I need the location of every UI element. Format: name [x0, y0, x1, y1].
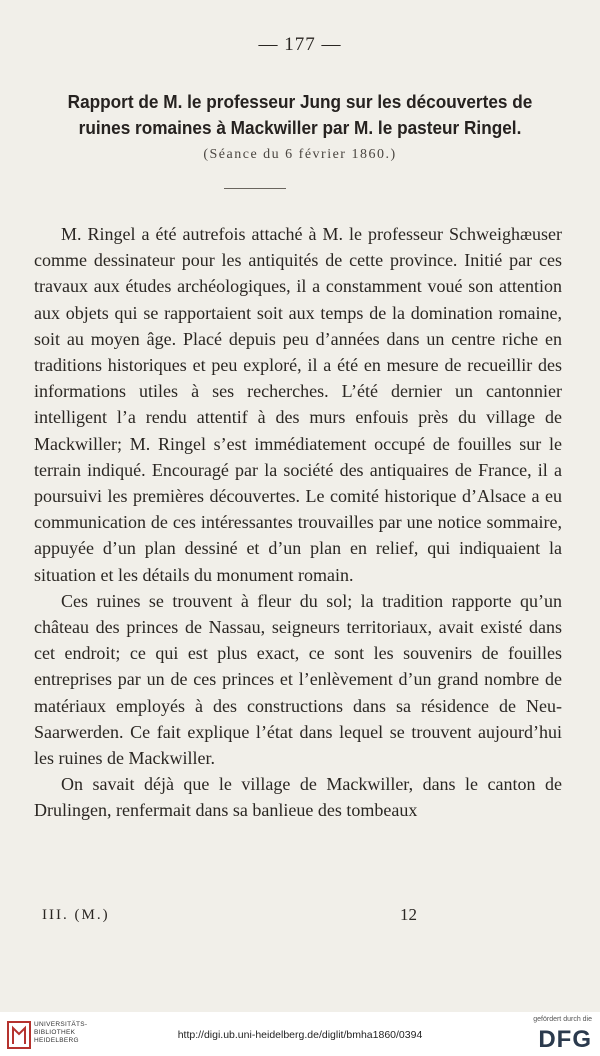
sheet-number: 12: [400, 905, 417, 924]
viewer-footer: [0, 1012, 600, 1056]
page-number: — 177 —: [258, 34, 342, 55]
title-divider: [224, 188, 286, 189]
session-date: (Séance du 6 février 1860.): [203, 147, 397, 162]
paragraph: M. Ringel a été autrefois attaché à M. le professeur Schweighæuser comme dessinateur pour les antiquités de cette province. Initié par ces travaux aux études archéologiques, il a constamment voué son attention aux objets qui se rapportaient soit aux temps de la domination romaine, soit au moyen âge. Placé depuis peu d’années dans un centre riche en traditions historiques et peu exploré, il a été en mesure de recueillir des informations utiles à ses recherches. L’été dernier un cantonnier intelligent l’a rendu attentif à des murs enfouis près du village de Mackwiller; M. Ringel s’est immédiatement occupé de fouilles sur le terrain indiqué. Encouragé par la société des antiquaires de France, il a poursuivi les premières découvertes. Le comité historique d’Alsace a eu communication de ces intéressantes trouvailles par une notice sommaire, appuyée d’un plan dessiné et d’un plan en relief, qui indiquaient la situation et les détails du monument romain.: [34, 224, 562, 585]
sponsor-caption: gefördert durch die: [533, 1016, 592, 1023]
library-name-line: HEIDELBERG: [34, 1037, 79, 1044]
library-name-line: UNIVERSITÄTS-: [34, 1021, 88, 1028]
signature-mark: III. (M.): [42, 907, 110, 923]
report-title: Rapport de M. le professeur Jung sur les découvertes de ruines romaines à Mackwiller par M. le pasteur Ringel.: [67, 91, 533, 138]
permalink-url[interactable]: http://digi.ub.uni-heidelberg.de/diglit/bmha1860/0394: [177, 1029, 423, 1041]
library-name-line: BIBLIOTHEK: [34, 1029, 76, 1036]
dfg-logo: DFG: [538, 1026, 592, 1053]
paragraph: Ces ruines se trouvent à fleur du sol; la tradition rapporte qu’un château des princes de Nassau, seigneurs territoriaux, avait existé dans cet endroit; ce qui est plus exact, ce sont les souvenirs de fouilles entreprises par un de ces princes et l’enlèvement d’un grand nombre de matériaux employés à des constructions dans sa résidence de Neu-Saarwerden. Ce fait explique l’état dans lequel se trouvent aujourd’hui les ruines de Mackwiller.: [34, 590, 562, 769]
body-text: [34, 221, 562, 824]
paragraph: On savait déjà que le village de Mackwiller, dans le canton de Drulingen, renfermait dans sa banlieue des tombeaux: [34, 774, 562, 821]
